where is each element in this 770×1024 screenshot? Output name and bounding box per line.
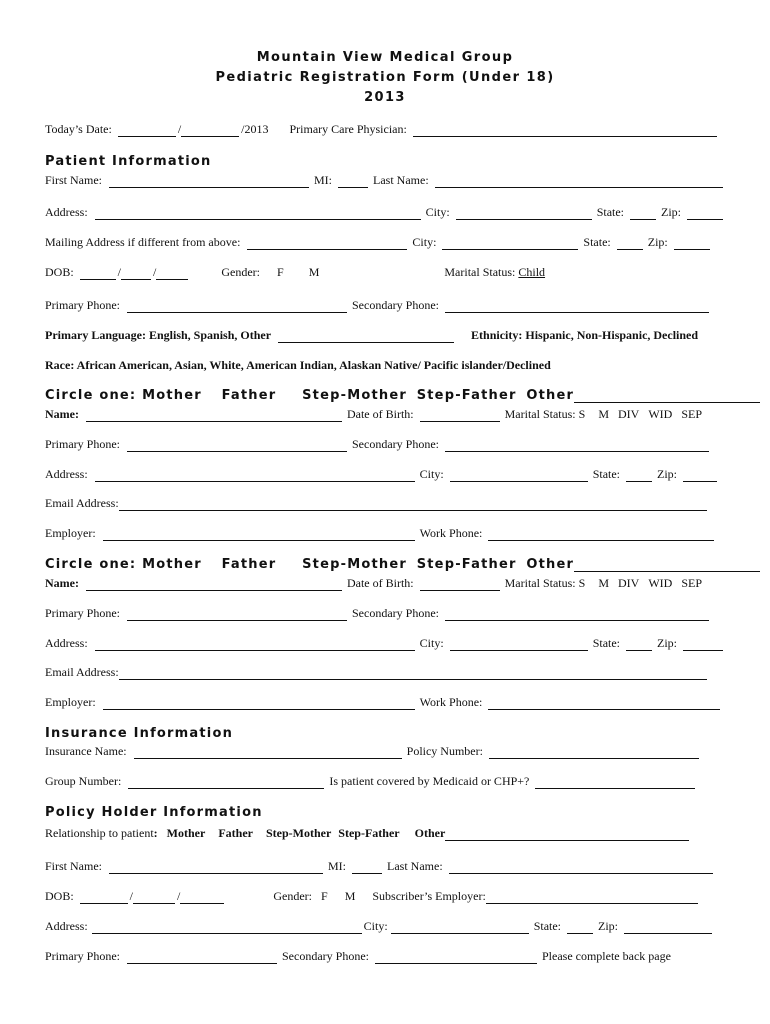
state-label: State: (596, 205, 625, 219)
relationship-label: Relationship to patient (45, 826, 154, 840)
parent1-name-label: Name: (45, 407, 79, 421)
city-label: City: (425, 205, 450, 219)
holder-zip-field[interactable] (624, 921, 712, 934)
race-row (45, 357, 725, 373)
form-year: 2013 (364, 90, 406, 105)
holder-secondary-phone-field[interactable] (375, 951, 537, 964)
parent1-email-row (45, 495, 725, 511)
parent1-address-field[interactable] (95, 469, 415, 482)
parent2-dob-field[interactable] (420, 578, 500, 591)
parent1-dob-label: Date of Birth: (346, 407, 414, 421)
parent1-primary-phone-field[interactable] (127, 439, 347, 452)
medicaid-question: Is patient covered by Medicaid or CHP+? (329, 774, 530, 788)
parent1-phone-row (45, 436, 725, 452)
holder-dob-day-field[interactable] (133, 891, 175, 904)
ethnicity-label: Ethnicity: Hispanic, Non-Hispanic, Declined (471, 328, 699, 342)
holder-dob-row (45, 888, 725, 904)
holder-secondary-phone-label: Secondary Phone: (282, 949, 369, 963)
parent1-marital-m[interactable]: M (598, 407, 609, 421)
patient-phone-row (45, 297, 725, 313)
parent2-employer-field[interactable] (103, 697, 415, 710)
parent1-other-field[interactable] (574, 390, 760, 403)
first-name-label: First Name: (45, 173, 102, 187)
parent2-marital-s[interactable]: S (578, 576, 586, 590)
mailing-address-field[interactable] (247, 237, 407, 250)
dob-month-field[interactable] (80, 267, 116, 280)
parent1-state-field[interactable] (626, 469, 652, 482)
parent1-employer-row (45, 525, 725, 541)
parent2-primary-phone-label: Primary Phone: (45, 606, 120, 620)
holder-other-option[interactable]: Other (414, 826, 446, 840)
circle-one-label: Circle one: (45, 388, 137, 403)
parent1-zip-field[interactable] (683, 469, 717, 482)
parent2-phone-row (45, 605, 725, 621)
mailing-zip-label: Zip: (647, 235, 668, 249)
holder-primary-phone-field[interactable] (127, 951, 277, 964)
parent1-dob-field[interactable] (420, 409, 500, 422)
parent2-name-field[interactable] (86, 578, 342, 591)
gender-f-option[interactable]: F (277, 265, 284, 279)
dob-gender-row (45, 264, 725, 280)
policy-holder-heading: Policy Holder Information (45, 805, 263, 820)
mailing-zip-field[interactable] (674, 237, 710, 250)
medicaid-answer-field[interactable] (535, 776, 695, 789)
parent2-name-row (45, 575, 725, 591)
primary-phone-label: Primary Phone: (45, 298, 120, 312)
org-name: Mountain View Medical Group (256, 50, 514, 65)
holder-last-name-label: Last Name: (387, 859, 443, 873)
holder-address-field[interactable] (92, 921, 362, 934)
patient-address-row (45, 204, 725, 220)
holder-primary-phone-label: Primary Phone: (45, 949, 120, 963)
parent1-address-row (45, 466, 725, 482)
language-ethnicity-row (45, 327, 725, 343)
first-name-field[interactable] (109, 175, 309, 188)
parent2-address-row (45, 635, 725, 651)
parent2-stepfather-option[interactable]: Step-Father (416, 557, 517, 572)
city-field[interactable] (456, 207, 592, 220)
parent2-secondary-phone-field[interactable] (445, 608, 709, 621)
gender-label: Gender: (221, 265, 261, 279)
parent2-marital-m[interactable]: M (598, 576, 609, 590)
relationship-row (45, 825, 725, 841)
parent1-work-phone-label: Work Phone: (419, 526, 483, 540)
form-title: Pediatric Registration Form (Under 18) (215, 70, 555, 85)
parent1-marital-wid[interactable]: WID (648, 407, 673, 421)
holder-address-row (45, 918, 725, 934)
marital-status-label: Marital Status: (444, 265, 516, 279)
parent1-name-row (45, 406, 725, 422)
mailing-address-label: Mailing Address if different from above: (45, 235, 241, 249)
subscriber-employer-field[interactable] (486, 891, 698, 904)
subscriber-employer-label: Subscriber’s Employer: (372, 889, 486, 903)
insurance-name-row (45, 743, 725, 759)
secondary-phone-label: Secondary Phone: (352, 298, 439, 312)
parent1-primary-phone-label: Primary Phone: (45, 437, 120, 451)
parent1-stepfather-option[interactable]: Step-Father (416, 388, 517, 403)
zip-field[interactable] (687, 207, 723, 220)
parent2-stepmother-option[interactable]: Step-Mother (302, 557, 407, 572)
holder-mi-field[interactable] (352, 861, 382, 874)
holder-address-label: Address: (45, 919, 88, 933)
pcp-label: Primary Care Physician: (289, 122, 407, 136)
parent2-work-phone-field[interactable] (488, 697, 720, 710)
back-page-note: Please complete back page (541, 949, 671, 963)
parent1-mother-option[interactable]: Mother (142, 388, 202, 403)
holder-phone-row (45, 948, 725, 964)
group-number-label: Group Number: (45, 774, 122, 788)
gender-m-option[interactable]: M (308, 265, 320, 279)
circle-one-label: Circle one: (45, 557, 137, 572)
parent2-email-field[interactable] (119, 667, 707, 680)
parent2-city-label: City: (419, 636, 444, 650)
parent1-email-field[interactable] (119, 498, 707, 511)
parent2-father-option[interactable]: Father (221, 557, 277, 572)
holder-dob-label: DOB: (45, 889, 74, 903)
parent2-email-label: Email Address: (45, 665, 119, 679)
insurance-name-label: Insurance Name: (45, 744, 127, 758)
date-pcp-row (45, 121, 725, 137)
dob-year-field[interactable] (156, 267, 188, 280)
parent2-address-field[interactable] (95, 638, 415, 651)
mailing-address-row (45, 234, 725, 250)
holder-other-field[interactable] (445, 828, 689, 841)
parent2-zip-label: Zip: (657, 636, 678, 650)
holder-first-name-field[interactable] (109, 861, 323, 874)
holder-father-option[interactable]: Father (218, 826, 253, 840)
zip-label: Zip: (661, 205, 682, 219)
patient-info-heading: Patient Information (45, 154, 212, 169)
parent2-secondary-phone-label: Secondary Phone: (352, 606, 439, 620)
todays-date-label: Today’s Date: (45, 122, 112, 136)
holder-state-field[interactable] (567, 921, 593, 934)
holder-last-name-field[interactable] (449, 861, 713, 874)
parent2-mother-option[interactable]: Mother (142, 557, 202, 572)
dob-label: DOB: (45, 265, 74, 279)
dob-day-field[interactable] (121, 267, 151, 280)
marital-status-value: Child (518, 265, 546, 279)
parent2-other-field[interactable] (574, 559, 760, 572)
relationship-colon: : (153, 826, 158, 840)
holder-city-field[interactable] (391, 921, 529, 934)
secondary-phone-field[interactable] (445, 300, 709, 313)
date-sep: / (177, 122, 182, 136)
last-name-field[interactable] (435, 175, 723, 188)
parent2-zip-field[interactable] (683, 638, 723, 651)
last-name-label: Last Name: (373, 173, 429, 187)
parent2-employer-label: Employer: (45, 695, 96, 709)
holder-mother-option[interactable]: Mother (166, 826, 206, 840)
parent2-marital-label: Marital Status: (504, 576, 576, 590)
parent2-state-field[interactable] (626, 638, 652, 651)
holder-state-label: State: (533, 919, 562, 933)
dob-sep: / (153, 265, 157, 279)
parent1-secondary-phone-label: Secondary Phone: (352, 437, 439, 451)
parent1-marital-label: Marital Status: (504, 407, 576, 421)
parent2-name-label: Name: (45, 576, 79, 590)
parent1-zip-label: Zip: (657, 467, 678, 481)
parent1-work-phone-field[interactable] (488, 528, 714, 541)
policy-number-label: Policy Number: (406, 744, 483, 758)
parent1-name-field[interactable] (86, 409, 342, 422)
parent1-marital-s[interactable]: S (578, 407, 586, 421)
date-month-field[interactable] (118, 124, 176, 137)
date-day-field[interactable] (181, 124, 239, 137)
parent2-marital-sep[interactable]: SEP (681, 576, 703, 590)
holder-dob-sep: / (177, 889, 181, 903)
parent1-circle-one-row (45, 388, 762, 403)
patient-name-row (45, 172, 725, 188)
parent2-employer-row (45, 694, 725, 710)
parent2-address-label: Address: (45, 636, 88, 650)
holder-zip-label: Zip: (598, 919, 619, 933)
parent2-state-label: State: (592, 636, 621, 650)
parent1-address-label: Address: (45, 467, 88, 481)
mi-label: MI: (314, 173, 332, 187)
primary-language-field[interactable] (278, 330, 454, 343)
parent2-primary-phone-field[interactable] (127, 608, 347, 621)
parent1-father-option[interactable]: Father (221, 388, 277, 403)
race-label: Race: African American, Asian, White, American Indian, Alaskan Native/ Pacific islander/Declined (45, 358, 551, 372)
mailing-city-label: City: (412, 235, 437, 249)
parent1-employer-field[interactable] (103, 528, 415, 541)
holder-dob-month-field[interactable] (80, 891, 128, 904)
primary-phone-field[interactable] (127, 300, 347, 313)
mailing-state-field[interactable] (617, 237, 643, 250)
parent2-marital-wid[interactable]: WID (648, 576, 673, 590)
parent2-dob-label: Date of Birth: (346, 576, 414, 590)
address-label: Address: (45, 205, 88, 219)
parent1-stepmother-option[interactable]: Step-Mother (302, 388, 407, 403)
address-field[interactable] (95, 207, 421, 220)
dob-sep: / (117, 265, 122, 279)
parent2-work-phone-label: Work Phone: (419, 695, 483, 709)
holder-stepfather-option[interactable]: Step-Father (338, 826, 400, 840)
parent1-marital-sep[interactable]: SEP (681, 407, 703, 421)
holder-name-row (45, 858, 725, 874)
holder-gender-f-option[interactable]: F (321, 889, 328, 903)
mailing-state-label: State: (583, 235, 611, 249)
parent1-secondary-phone-field[interactable] (445, 439, 709, 452)
parent1-city-label: City: (419, 467, 444, 481)
parent2-city-field[interactable] (450, 638, 588, 651)
insurance-name-field[interactable] (134, 746, 402, 759)
mi-field[interactable] (338, 175, 368, 188)
pcp-field[interactable] (413, 124, 717, 137)
parent1-marital-div[interactable]: DIV (618, 407, 640, 421)
parent2-marital-div[interactable]: DIV (618, 576, 640, 590)
parent2-other-option[interactable]: Other (526, 557, 575, 572)
parent1-city-field[interactable] (450, 469, 588, 482)
holder-stepmother-option[interactable]: Step-Mother (265, 826, 332, 840)
group-number-field[interactable] (128, 776, 324, 789)
holder-gender-m-option[interactable]: M (344, 889, 356, 903)
holder-mi-label: MI: (328, 859, 346, 873)
date-year: /2013 (241, 122, 269, 136)
holder-first-name-label: First Name: (45, 859, 102, 873)
holder-gender-label: Gender: (273, 889, 313, 903)
primary-language-label: Primary Language: English, Spanish, Other (45, 328, 272, 342)
parent2-email-row (45, 664, 725, 680)
holder-dob-sep: / (129, 889, 134, 903)
holder-city-label: City: (363, 919, 388, 933)
insurance-info-heading: Insurance Information (45, 726, 234, 741)
mailing-city-field[interactable] (442, 237, 578, 250)
parent1-other-option[interactable]: Other (526, 388, 575, 403)
policy-number-field[interactable] (489, 746, 699, 759)
group-number-row (45, 773, 725, 789)
parent1-email-label: Email Address: (45, 496, 119, 510)
parent2-circle-one-row (45, 557, 762, 572)
parent1-state-label: State: (592, 467, 621, 481)
state-field[interactable] (630, 207, 656, 220)
holder-dob-year-field[interactable] (180, 891, 224, 904)
parent1-employer-label: Employer: (45, 526, 96, 540)
